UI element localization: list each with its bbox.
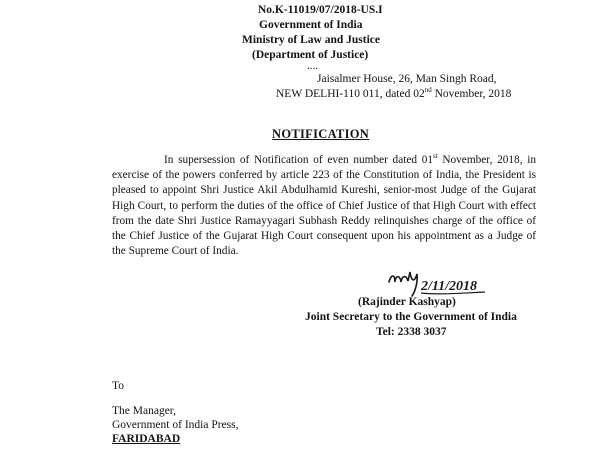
signatory-name: (Rajinder Kashyap) xyxy=(358,296,456,308)
address-line-1: Jaisalmer House, 26, Man Singh Road, xyxy=(317,73,497,85)
signatory-designation: Joint Secretary to the Government of India xyxy=(305,311,517,323)
header-dots: .... xyxy=(307,60,318,72)
notification-body: In supersession of Notification of even number dated 01st November, 2018, in exercise of the powers conferred by article 223 of the Constitution of India, the President is pleased to appoint Shri Justice Akil Abdulhamid Kureshi, senior-most Judge of the Gujarat High Court, to perform the duties of the office of Chief Justice of that High Court with effect from the date Shri Justice Ramayyagari Subhash Reddy relinquishes charge of the office of the Chief Justice of the Gujarat High Court consequent upon his appointment as a Judge of the Supreme Court of India. xyxy=(112,152,536,258)
recipient-line-3: FARIDABAD xyxy=(112,433,181,445)
file-number: No.K-11019/07/2018-US.I xyxy=(258,4,383,16)
department-heading: (Department of Justice) xyxy=(252,49,369,61)
recipient-line-2: Government of India Press, xyxy=(112,419,239,431)
notification-title: NOTIFICATION xyxy=(272,127,370,141)
handwritten-signature xyxy=(385,262,495,300)
recipient-to: To xyxy=(112,380,124,392)
recipient-line-1: The Manager, xyxy=(112,405,177,417)
ministry-heading: Ministry of Law and Justice xyxy=(242,34,380,46)
signature-date: 2/11/2018 xyxy=(421,279,478,294)
address-line-2: NEW DELHI-110 011, dated 02nd November, 2018 xyxy=(276,86,512,100)
government-heading: Government of India xyxy=(259,19,363,31)
signatory-telephone: Tel: 2338 3037 xyxy=(376,326,447,338)
